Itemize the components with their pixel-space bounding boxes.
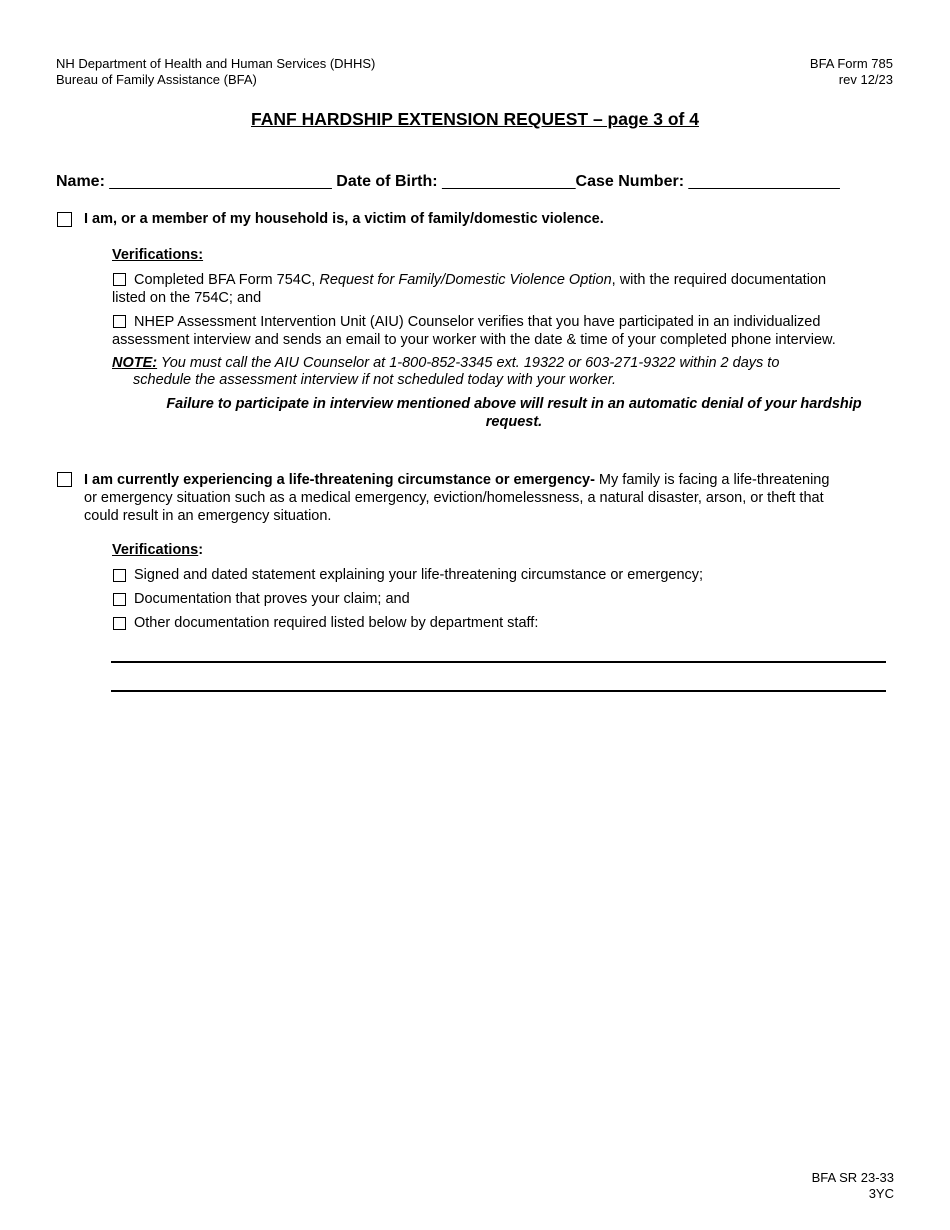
- staff-notes-line-1[interactable]: [111, 661, 886, 663]
- emergency-label-heading: I am currently experiencing a life-threatening circumstance or emergency-: [84, 472, 595, 488]
- proof-documentation-checkbox[interactable]: [113, 593, 126, 606]
- agency-line-2: Bureau of Family Assistance (BFA): [56, 72, 257, 87]
- emergency-label-line2: or emergency situation such as a medical emergency, eviction/homelessness, a natural disaster, arson, or theft that: [84, 490, 824, 506]
- form-id-header: [810, 56, 893, 88]
- emergency-checkbox[interactable]: [57, 472, 72, 487]
- emergency-label-text: My family is facing a life-threatening: [594, 472, 830, 488]
- emergency-label: [84, 471, 904, 525]
- signed-statement-text: Signed and dated statement explaining your life-threatening circumstance or emergency;: [134, 567, 704, 583]
- footer-code: [812, 1170, 894, 1202]
- note-text: You must call the AIU Counselor at 1-800-852-3345 ext. 19322 or 603-271-9322 within 2 days to: [157, 355, 780, 371]
- other-documentation-text: Other documentation required listed below by department staff:: [134, 615, 539, 631]
- aiu-counselor-text-line2: assessment interview and sends an email to your worker with the date & time of your completed phone interview.: [112, 332, 836, 348]
- proof-documentation-text: Documentation that proves your claim; and: [134, 591, 410, 607]
- form-754c-title: Request for Family/Domestic Violence Option: [319, 272, 612, 288]
- form-754c-text-line2: listed on the 754C; and: [112, 290, 262, 306]
- domestic-violence-label: I am, or a member of my household is, a victim of family/domestic violence.: [84, 211, 604, 227]
- form-754c-text-tail: , with the required documentation: [611, 272, 827, 288]
- form-number: BFA Form 785: [809, 56, 893, 71]
- emergency-label-line3: could result in an emergency situation.: [84, 508, 332, 524]
- section1-verifications-heading: Verifications:: [112, 247, 204, 263]
- name-field[interactable]: _________________________: [109, 173, 332, 190]
- agency-line-1: NH Department of Health and Human Services (DHHS): [56, 56, 376, 71]
- other-documentation-checkbox[interactable]: [113, 617, 126, 630]
- form-revision: rev 12/23: [838, 72, 893, 87]
- form-754c-text: Completed BFA Form 754C,: [134, 272, 320, 288]
- note-text-line2: schedule the assessment interview if not scheduled today with your worker.: [133, 372, 617, 388]
- domestic-violence-checkbox[interactable]: [57, 212, 72, 227]
- section2-verifications-heading: [112, 542, 203, 558]
- section2-verifications-colon: :: [198, 542, 204, 558]
- signed-statement-checkbox[interactable]: [113, 569, 126, 582]
- case-number-field[interactable]: _________________: [688, 173, 840, 190]
- case-number-label: Case Number:: [575, 173, 685, 190]
- footer-code-line1: BFA SR 23-33: [811, 1170, 894, 1185]
- page-title: FANF HARDSHIP EXTENSION REQUEST – page 3 of 4: [251, 109, 699, 129]
- form-754c-item: [112, 271, 902, 307]
- note-label: NOTE:: [112, 355, 158, 371]
- aiu-counselor-text: NHEP Assessment Intervention Unit (AIU) Counselor verifies that you have participated in an individualized: [134, 314, 821, 330]
- denial-warning-line2: request.: [485, 414, 543, 430]
- staff-notes-line-2[interactable]: [111, 690, 886, 692]
- footer-code-line2: 3YC: [868, 1186, 894, 1201]
- dob-field[interactable]: _______________: [442, 173, 576, 190]
- denial-warning: [134, 395, 894, 431]
- aiu-counselor-item: [112, 313, 912, 349]
- aiu-note: [112, 355, 779, 389]
- section2-verifications-label: Verifications: [112, 542, 199, 558]
- dob-label: Date of Birth:: [336, 173, 438, 190]
- name-label: Name:: [56, 173, 105, 190]
- denial-warning-line1: Failure to participate in interview mentioned above will result in an automatic denial of your hardship: [166, 396, 862, 412]
- identity-line: [56, 173, 894, 191]
- agency-header: [56, 56, 375, 88]
